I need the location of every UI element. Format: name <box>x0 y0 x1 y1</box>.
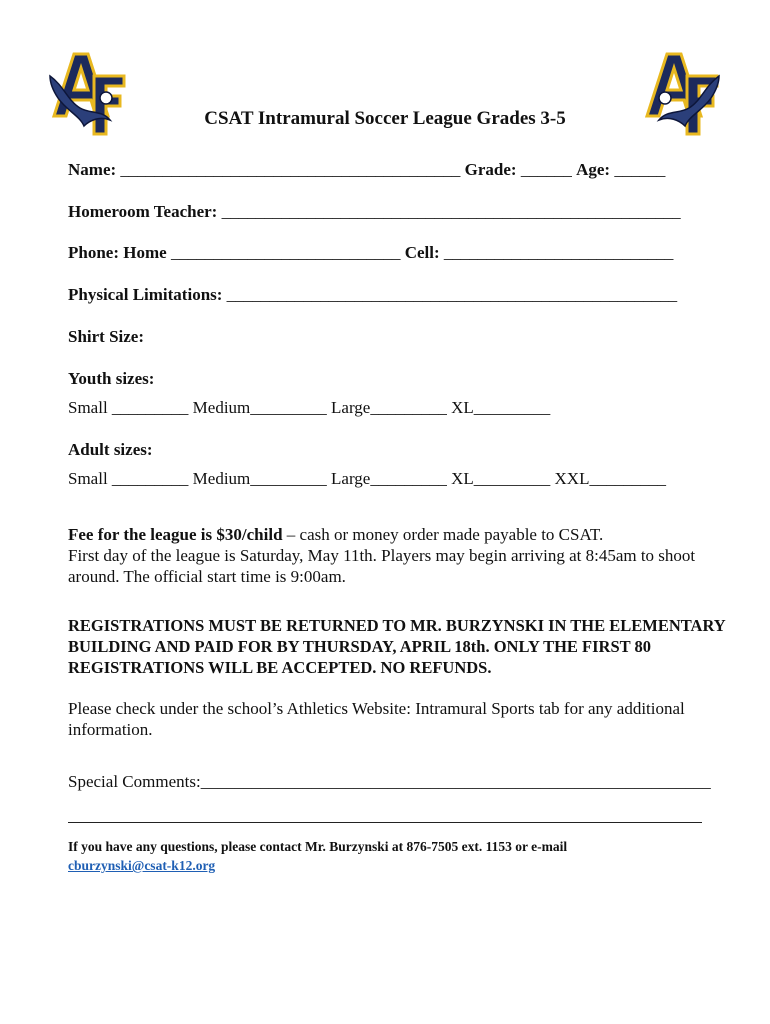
website-note: Please check under the school’s Athletics Website: Intramural Sports tab for any additional information. <box>68 699 685 739</box>
physical-limitations-row <box>68 285 677 305</box>
contact-info <box>68 837 708 875</box>
special-comments-field[interactable]: ____________________________________________________________ <box>200 772 711 791</box>
fee-bold: Fee for the league is $30/child <box>68 525 283 544</box>
phone-row <box>68 243 673 263</box>
youth-sizes-label: Youth sizes: <box>68 369 155 388</box>
contact-text: If you have any questions, please contact Mr. Burzynski at 876-7505 ext. 1153 or e-mail <box>68 839 568 854</box>
phone-home-field[interactable]: ___________________________ <box>166 243 405 262</box>
registration-notice: REGISTRATIONS MUST BE RETURNED TO MR. BURZYNSKI IN THE ELEMENTARY BUILDING AND PAID FOR BY THURSDAY, APRIL 18th. ONLY THE FIRST 80 REGISTRATIONS WILL BE ACCEPTED. NO REFUNDS. <box>68 616 726 677</box>
name-label: Name: <box>68 160 117 179</box>
fee-rest: – cash or money order made payable to CSAT. <box>282 525 604 544</box>
grade-label: Grade: <box>464 160 517 179</box>
special-comments-label: Special Comments: <box>68 772 201 791</box>
homeroom-label: Homeroom Teacher: <box>68 202 218 221</box>
youth-sizes-fields[interactable]: Small _________ Medium_________ Large_________ XL_________ <box>68 398 551 417</box>
name-field[interactable]: ________________________________________ <box>116 160 465 179</box>
fee-line2: First day of the league is Saturday, May 11th. Players may begin arriving at 8:45am to shoot around. The official start time is 9:00am. <box>68 546 696 586</box>
comments-second-line[interactable] <box>68 822 702 823</box>
shirt-size-label: Shirt Size: <box>68 327 145 346</box>
fee-paragraph <box>68 524 718 587</box>
page-title: CSAT Intramural Soccer League Grades 3-5 <box>204 108 566 129</box>
homeroom-row <box>68 202 681 222</box>
grade-field[interactable]: ______ <box>516 160 577 179</box>
cell-label: Cell: <box>404 243 440 262</box>
physical-label: Physical Limitations: <box>68 285 223 304</box>
phone-home-label: Phone: Home <box>68 243 167 262</box>
physical-field[interactable]: _____________________________________________________ <box>222 285 678 304</box>
adult-sizes-fields[interactable]: Small _________ Medium_________ Large_________ XL_________ XXL_________ <box>68 469 666 488</box>
cell-field[interactable]: ___________________________ <box>439 243 674 262</box>
homeroom-field[interactable]: ______________________________________________________ <box>217 202 681 221</box>
age-label: Age: <box>576 160 611 179</box>
age-field[interactable]: ______ <box>610 160 666 179</box>
adult-sizes-label: Adult sizes: <box>68 440 153 459</box>
name-grade-age-row <box>68 160 665 180</box>
special-comments-row <box>68 772 711 792</box>
contact-email-link[interactable]: cburzynski@csat-k12.org <box>68 858 216 873</box>
